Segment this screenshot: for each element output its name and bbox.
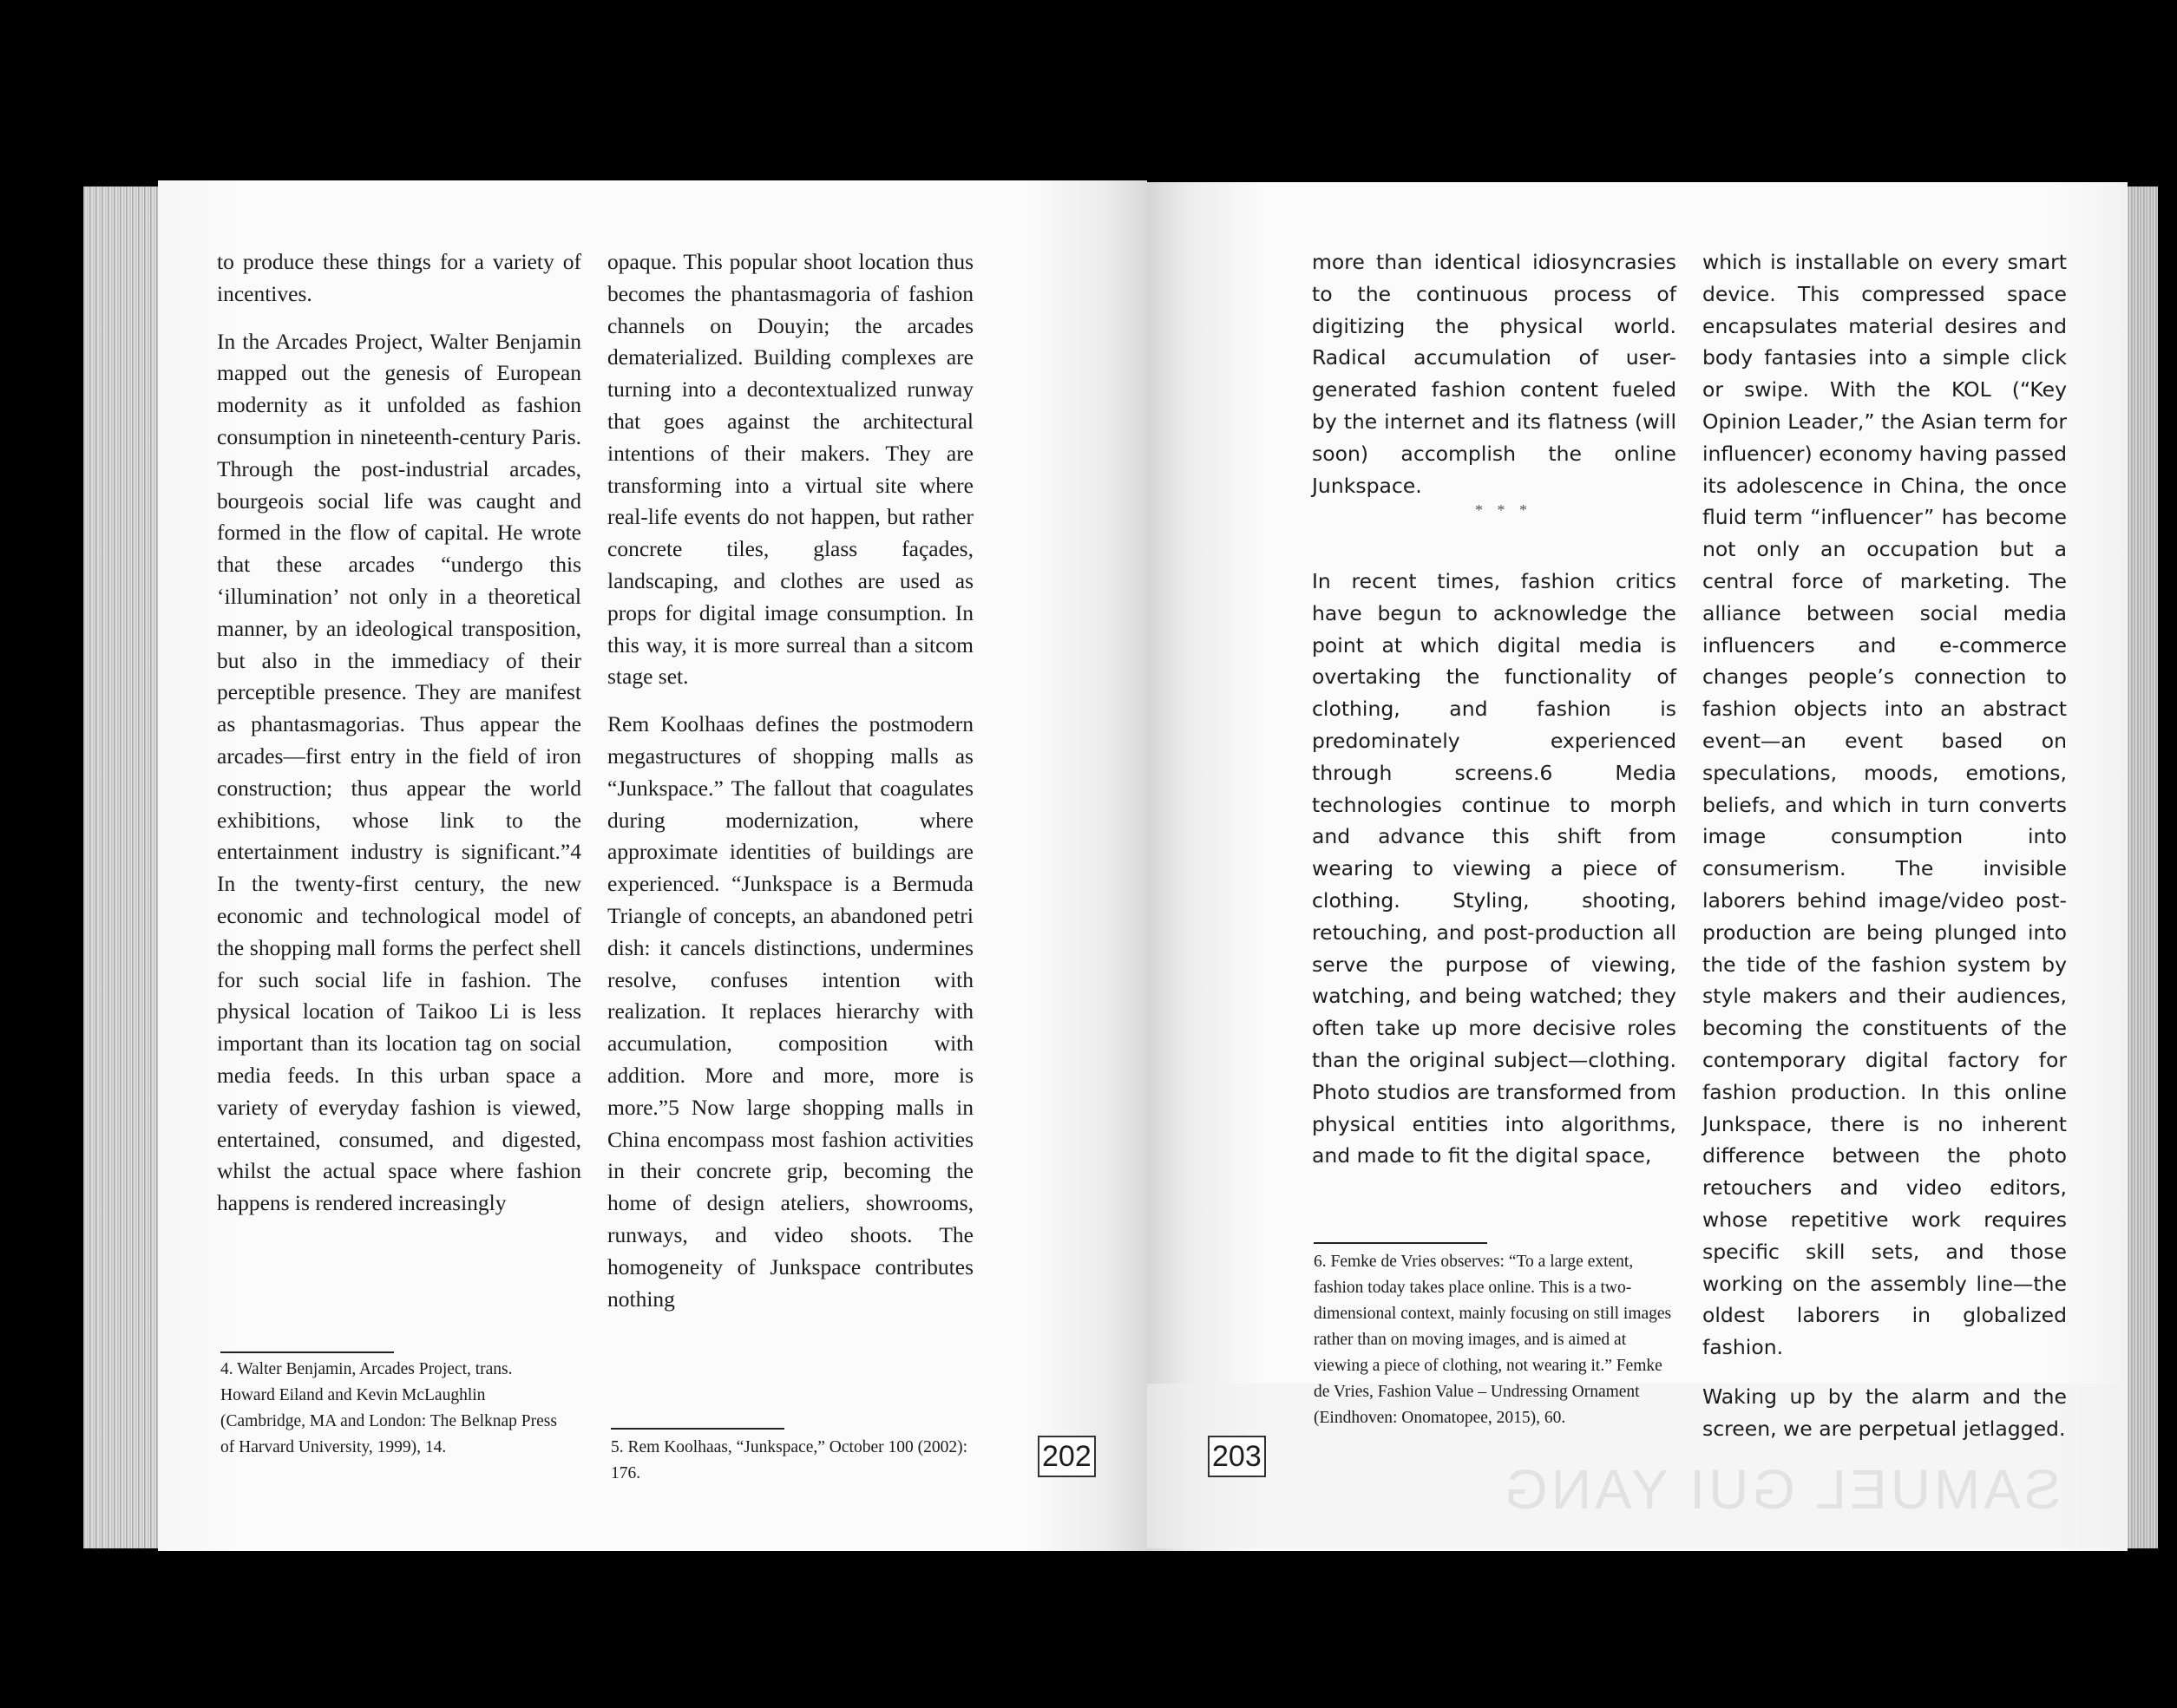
footnote-6: 6. Femke de Vries observes: “To a large extent, fashion today takes place online. This is a two-dimensional context, mainly focusing on still images rather than on moving images, and is aimed at viewing a piece of clothing, not wearing it.” Femke de Vries, Fashion Value – Undressing Ornament (Eindhoven: Onomatopee, 2015), 60. <box>1314 1253 1672 1427</box>
left-page-column-1 <box>217 246 581 1220</box>
footnote-rule <box>1314 1242 1487 1244</box>
section-separator: * * * <box>1475 501 1532 519</box>
paragraph: Waking up by the alarm and the screen, we are perpetual jetlagged. <box>1702 1384 2067 1441</box>
left-page-edges <box>83 187 161 1548</box>
paragraph: which is installable on every smart device. This compressed space encapsulates material desires and body fantasies into a simple click or swipe. With the KOL (“Key Opinion Leader,” the Asian term for influencer) economy having passed its adolescence in China, the once fluid term “influencer” has become not only an occupation but a central force of marketing. The alliance between social media influencers and e-commerce changes people’s connection to fashion objects into an abstract event—an event based on speculations, moods, emotions, beliefs, and which in turn converts image consumption into consumerism. The invisible laborers behind image/video post-production are being plunged into the tide of the fashion system by style makers and their audiences, becoming the constituents of the contemporary digital factory for fashion production. In this online Junkspace, there is no inherent difference between the photo retouchers and video editors, whose repetitive work requires specific skill sets, and those working on the assembly line—the oldest laborers in globalized fashion. <box>1702 250 2067 1360</box>
right-page-column-1-cont <box>1312 566 1676 1172</box>
left-page-column-2 <box>607 246 974 1315</box>
paragraph: to produce these things for a variety of incentives. <box>217 249 581 306</box>
page-number: 203 <box>1208 1436 1266 1477</box>
right-page-column-2 <box>1702 246 2067 1444</box>
footnote-rule <box>220 1351 394 1353</box>
page-number: 202 <box>1038 1436 1096 1477</box>
paragraph: more than identical idiosyncrasies to the continuous process of digitizing the physical world. Radical accumulation of user-generated fashion content fueled by the internet and its flatness (will soon) accomplish the online Junkspace. <box>1312 250 1676 498</box>
paragraph: opaque. This popular shoot location thus becomes the phantasmagoria of fashion channels on Douyin; the arcades dematerialized. Building complexes are turning into a decontextualized runway that goes against the architectural intentions of their makers. They are transforming into a virtual site where real-life events do not happen, but rather concrete tiles, glass façades, landscaping, and clothes are used as props for digital image consumption. In this way, it is more surreal than a sitcom stage set. <box>607 249 974 690</box>
right-page-column-1 <box>1312 246 1676 501</box>
paragraph: Rem Koolhaas defines the postmodern megastructures of shopping malls as “Junkspace.” The fallout that coagulates during modernization, where approximate identities of buildings are experienced. “Junkspace is a Bermuda Triangle of concepts, an abandoned petri dish: it cancels distinctions, undermines resolve, confuses intention with realization. It replaces hierarchy with accumulation, composition with addition. More and more, more is more.”5 Now large shopping malls in China encompass most fashion activities in their concrete grip, becoming the home of design ateliers, showrooms, runways, and video shoots. The homogeneity of Junkspace contributes nothing <box>607 711 974 1312</box>
author-watermark: SAMUEL GUI YANG <box>1501 1458 2062 1521</box>
paragraph: In recent times, fashion critics have begun to acknowledge the point at which digital media is overtaking the functionality of clothing, and fashion is predominately experienced through screens.6 Media technologies continue to morph and advance this shift from wearing to viewing a piece of clothing. Styling, shooting, retouching, and post-production all serve the purpose of viewing, watching, and being watched; they often take up more decisive roles than the original subject—clothing. Photo studios are transformed from physical entities into algorithms, and made to fit the digital space, <box>1312 569 1676 1168</box>
footnote-4: 4. Walter Benjamin, Arcades Project, trans. Howard Eiland and Kevin McLaughlin (Cambridge, MA and London: The Belknap Press of Harvard University, 1999), 14. <box>220 1360 557 1456</box>
footnote-rule <box>611 1428 784 1430</box>
paragraph: In the Arcades Project, Walter Benjamin mapped out the genesis of European modernity as it unfolded as fashion consumption in nineteenth-century Paris. Through the post-industrial arcades, bourgeois social life was caught and formed in the flow of capital. He wrote that these arcades “undergo this ‘illumination’ not only in a theoretical manner, by an ideological transposition, but also in the immediacy of their perceptible presence. They are manifest as phantasmagorias. Thus appear the arcades—first entry in the field of iron construction; thus appear the world exhibitions, whose link to the entertainment industry is significant.”4 In the twenty-first century, the new economic and technological model of the shopping mall forms the perfect shell for such social life in fashion. The physical location of Taikoo Li is less important than its location tag on social media feeds. In this urban space a variety of everyday fashion is viewed, entertained, consumed, and digested, whilst the actual space where fashion happens is rendered increasingly <box>217 328 581 1216</box>
right-page-edges <box>2123 187 2158 1548</box>
footnote-5: 5. Rem Koolhaas, “Junkspace,” October 100 (2002): 176. <box>611 1438 968 1482</box>
